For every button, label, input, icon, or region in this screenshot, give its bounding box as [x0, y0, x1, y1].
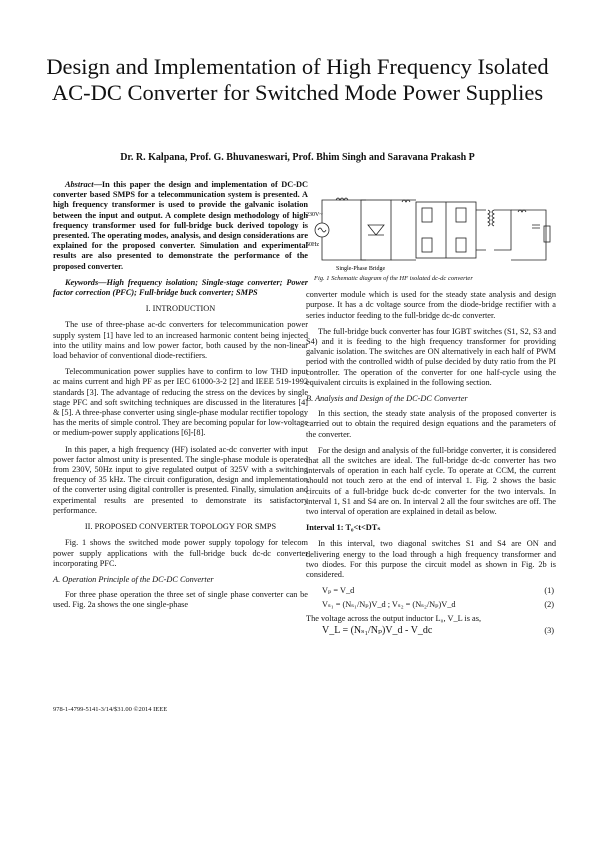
abstract: Abstract—In this paper the design and implementation of DC-DC converter based SMPS for a telecommunication system is presented. A high frequency transformer is used to provide the galvanic isolation between the input and output. A complete design methodology of high frequency transformer used for full-bridge buck derived topology is presented. The operating modes, analysis, and design considerations are explained for the proposed converter. Simulation and experimental results are also presented to demonstrate the performance of the proposed converter. — [53, 180, 308, 271]
interval-paragraph: In this interval, two diagonal switches S1 and S4 are ON and delivering energy to the load through a high frequency transformer and two diodes. For this purpose the circuit model as shown in Fig. 2b is considered. — [306, 539, 556, 580]
equation-1: Vₚ = V_d (1) — [322, 586, 554, 596]
equation-text: The voltage across the output inductor L₀, V_L is as, — [306, 614, 482, 624]
right-paragraph-1: converter module which is used for the steady state analysis and design purpose. It has a dc voltage source from the diode-bridge rectifier with a series inductor feeding to the full-bridge dc-dc converter. — [306, 290, 556, 320]
intro-paragraph-2: Telecommunication power supplies have to confirm to low THD input ac mains current and high PF as per IEC 61000-3-2 [2] and IEEE 519-1992 standards [3]. The advantage of reducing the stress on the devices by single stage PFC and soft switching techniques are discussed in the literatures [4] & [5]. A three-phase converter using single-phase modular rectifier topology has the merits of simple control. They are becoming popular for low-voltage or medium-power supply applications [6]-[8]. — [53, 367, 308, 438]
equation-2: Vₛ₁ = (Nₛ₁/Nₚ)V_d ; Vₛ₂ = (Nₛ₂/Nₚ)V_d (2) — [322, 600, 554, 610]
abstract-label: Abstract — [65, 180, 94, 189]
subsection-heading-a: A. Operation Principle of the DC-DC Converter — [53, 574, 214, 584]
section-heading-topology: II. PROPOSED CONVERTER TOPOLOGY FOR SMPS — [84, 522, 277, 532]
subsection-a-paragraph: For three phase operation the three set of single phase converter can be used. Fig. 2a shows the one single-phase — [53, 590, 308, 610]
input-frequency-label: 50Hz — [306, 242, 319, 248]
right-paragraph-2: The full-bridge buck converter has four IGBT switches (S1, S2, S3 and S4) and it is feeding to the high frequency transformer for providing galvanic isolation. The switches are ON alternatively in each half of PWM period with the controlled width of pulse decided by duty ratio from the PI controller. The operation of the converter for one half-cycle using the equivalent circuits is explained in the following section. — [306, 326, 556, 387]
circuit-schematic-drawing — [306, 180, 556, 272]
circuit-schematic — [306, 180, 556, 272]
left-column — [53, 180, 308, 617]
section2-paragraph: Fig. 1 shows the switched mode power supply topology for telecom power supply applications with the full-bridge buck dc-dc converter incorporating PFC. — [53, 538, 308, 568]
intro-paragraph-3: In this paper, a high frequency (HF) isolated ac-dc converter with input power factor almost unity is presented. The single-phase module is operated from 230V, 50Hz input to give regulated output of 325V with a switching frequency of 35 kHz. The circuit configuration, design and implementation of the converter using digital controller is presented. Finally, simulation and experimental results are presented to demonstrate its satisfactory performance. — [53, 444, 308, 515]
subsection-heading-b: B. Analysis and Design of the DC-DC Converter — [306, 394, 468, 404]
input-voltage-label: 230V~ — [306, 212, 323, 218]
copyright-footer: 978-1-4799-5141-3/14/$31.00 ©2014 IEEE — [53, 706, 168, 713]
keywords: Keywords—High frequency isolation; Single-stage converter; Power factor correction (PFC); Full-bridge buck converter; SMPS — [53, 277, 308, 298]
figure-caption: Fig. 1 Schematic diagram of the HF isolated dc-dc converter — [314, 275, 473, 282]
section-heading-introduction: I. INTRODUCTION — [145, 304, 216, 314]
right-column — [306, 180, 556, 642]
paper-title: Design and Implementation of High Frequency Isolated AC-DC Converter for Switched Mode Power Supplies — [46, 54, 549, 105]
subsection-b-paragraph-2: For the design and analysis of the full-bridge converter, it is considered that all the switches are ideal. The full-bridge dc-dc converter has two intervals of operation in each half cycle. To operate at CCM, the current should not touch zero at the end of interval 1. Fig. 2 shows the basic circuits of a full-bridge buck dc-dc converter for the two intervals. In interval 1, S1 and S4 are on. In interval 2 all the four switches are off. The two interval of operation are explained in detail as below. — [306, 445, 556, 517]
authors: Dr. R. Kalpana, Prof. G. Bhuvaneswari, Prof. Bhim Singh and Saravana Prakash P — [120, 152, 475, 163]
intro-paragraph-1: The use of three-phase ac-dc converters for telecommunication power supply system [1] have led to an increased harmonic content being injected into the utility mains and low power factor, both caused by the non-linear load behavior of conventional diode-rectifiers. — [53, 320, 308, 361]
subsection-b-paragraph-1: In this section, the steady state analysis of the proposed converter is carried out to obtain the required design equations and the parameters of the converter. — [306, 409, 556, 439]
bridge-label: Single-Phase Bridge — [336, 266, 386, 272]
equation-3: V_L = (Nₛ₁/Nₚ)V_d - V_dc (3) — [322, 625, 554, 637]
interval-heading: Interval 1: T₀<t<DTₛ — [306, 523, 381, 533]
